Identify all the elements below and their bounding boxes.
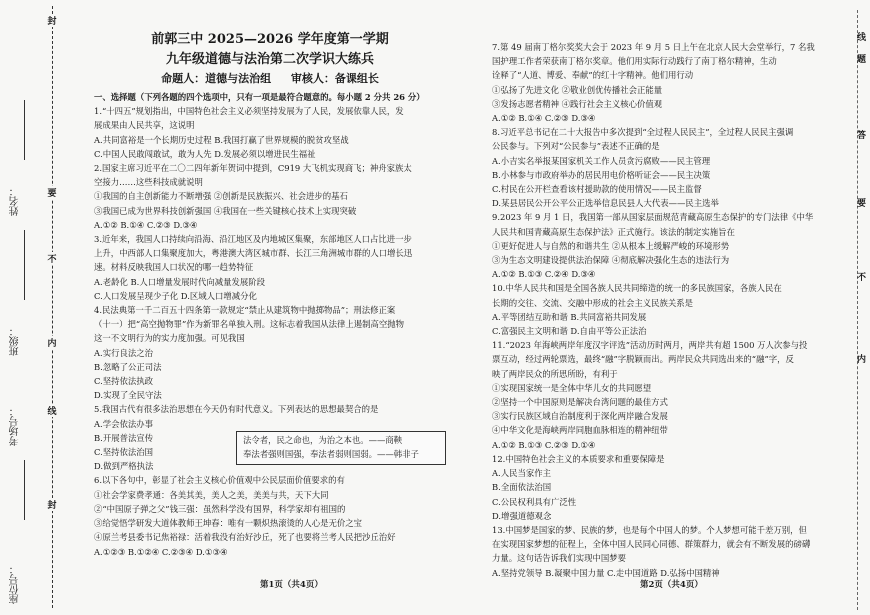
binding-dashed-line <box>52 6 53 608</box>
question-line: ①更好促进人与自然的和谐共生 ②从根本上缓解严峻的环境形势 <box>492 240 730 251</box>
question-line: D.增强道德观念 <box>492 510 552 521</box>
question-line: A.①②③ B.①②④ C.②③④ D.①③④ <box>94 546 228 557</box>
question-line: ④中华文化是海峡两岸同胞血脉相连的精神纽带 <box>492 425 668 436</box>
question-line: A.小吉实名举报某国家机关工作人员贪污腐败——民主管理 <box>492 155 711 166</box>
seat-field-label: 座位号： <box>10 564 21 604</box>
quote-box <box>236 431 446 465</box>
section-heading: 一、选择题（下列各题的四个选项中，只有一项是最符合题意的。每小题 2 分共 26 分） <box>94 92 425 102</box>
question-line: C.村民在公开栏查看该村援助款的使用情况——民主监督 <box>492 184 702 195</box>
name-field-line[interactable] <box>24 100 25 160</box>
question-line: ③为生态文明建设提供法治保障 ④彻底解决强化生态的违法行为 <box>492 255 730 266</box>
question-line: 9.2023 年 9 月 1 日，我国第一部从国家层面规范青藏高原生态保护的专门法律《中华 <box>492 212 814 223</box>
question-line: A.坚持党领导 B.凝聚中国力量 C.走中国道路 D.弘扬中国精神 <box>492 567 720 578</box>
question-line: 4.民法典第一千二百五十四条第一款规定“禁止从建筑物中抛掷物品”；刑法修正案 <box>94 305 396 316</box>
question-line: A.老龄化 B.人口增量发展时代向减量发展阶段 <box>94 276 265 287</box>
question-line: C.坚持依法执政 <box>94 376 154 387</box>
left-column <box>94 30 446 559</box>
question-line: 展成果由人民共享，这说明 <box>94 120 195 131</box>
question-line: 票互动，经过两轮票选，最终“融”字脱颖而出。两岸民众共同选出来的“融”字，反 <box>492 354 794 365</box>
question-line: 力量。这句话告诉我们实现中国梦要 <box>492 553 626 564</box>
binding-word: 要 <box>45 186 59 199</box>
question-line: 国护理工作者荣获南丁格尔奖章。他们用实际行动践行了南丁格尔精神，生动 <box>492 56 777 67</box>
class-field-line[interactable] <box>24 230 25 300</box>
question-line: 12.中国特色社会主义的本质要求和重要保障是 <box>492 453 665 464</box>
binding-word: 内 <box>45 336 59 349</box>
right-strip-word: 线 <box>856 33 866 43</box>
right-dashed-line <box>857 10 858 610</box>
question-line: A.①② B.①③ C.②④ D.③④ <box>492 269 596 280</box>
question-line: ②“中国原子弹之父”钱三强：虽然科学没有国界，科学家却有祖国的 <box>94 503 346 514</box>
question-line: ③给觉悟学研发大道体教师王坤春：唯有一颗炽热滚烫的人心是无价之宝 <box>94 518 362 529</box>
question-line: 10.中华人民共和国是全国各族人民共同缔造的统一的多民族国家，各族人民在 <box>492 283 782 294</box>
question-line: 上升，中西部人口集聚度加大，粤港澳大湾区城市群、长江三角洲城市群的人口增长迅 <box>94 248 413 259</box>
page-number-left: 第1页（共4页） <box>260 580 323 590</box>
right-strip-word: 要 <box>856 199 866 209</box>
question-line: ①弘扬了先进文化 ②敬业创优传播社会正能量 <box>492 84 663 95</box>
question-line: A.①② B.①④ C.②③ D.③④ <box>492 113 596 124</box>
right-question-list <box>492 40 837 580</box>
question-line: 人民共和国青藏高原生态保护法》正式施行。该法的制定实施旨在 <box>492 226 735 237</box>
right-strip-word: 内 <box>856 355 866 365</box>
question-line: C.中国人民敢闯敢试，敢为人先 D.发展必须以增进民生福祉 <box>94 148 316 159</box>
binding-word: 封 <box>45 498 59 511</box>
question-line: 5.我国古代有很多法治思想在今天仍有时代意义。下列表达的思想最契合的是 <box>94 404 379 415</box>
question-line: ①实现国家统一是全体中华儿女的共同愿望 <box>492 382 652 393</box>
question-line: 这一不文明行为的实力度加强。可见我国 <box>94 333 245 344</box>
question-line: A.人民当家作主 <box>492 468 551 479</box>
binding-word: 线 <box>45 404 59 417</box>
exam-title: 前郭三中 2025—2026 学年度第一学期 <box>151 32 389 47</box>
question-line: D.某县居民公开公平公正选举信息民县人大代表——民主选举 <box>492 198 719 209</box>
right-binding-strip <box>848 0 870 615</box>
question-line: ④原兰考县委书记焦裕禄：活着我没有治好沙丘，死了也要将兰考人民把沙丘治好 <box>94 532 396 543</box>
question-line: C.富强民主文明和谐 D.自由平等公正法治 <box>492 326 647 337</box>
reviewer: 审核人：备课组长 <box>290 72 379 85</box>
page-number-right: 第2页（共4页） <box>640 580 703 590</box>
question-line: 1.“十四五”规划指出，中国特色社会主义必须坚持发展为了人民，发展依靠人民，发 <box>94 106 404 117</box>
question-line: A.实行良法之治 <box>94 347 153 358</box>
quote-line: 奉法者强则国强，奉法者弱则国弱。——韩非子 <box>243 449 419 459</box>
binding-word: 封 <box>45 14 59 27</box>
question-line: C.公民权利具有广泛性 <box>492 496 577 507</box>
question-line: ①社会学家费孝通：各美其美，美人之美，美美与共，天下大同 <box>94 489 329 500</box>
question-line: 长期的交往、交流、交融中形成的社会主义民族关系是 <box>492 297 693 308</box>
exam-room-field-line[interactable] <box>24 460 25 520</box>
question-line: B.开展普法宣传 <box>94 432 154 443</box>
question-line: 空接力……这些科技成就说明 <box>94 177 203 188</box>
author-line <box>94 70 446 88</box>
question-line: 公民参与。下列对“公民参与”表述不正确的是 <box>492 141 660 152</box>
exam-subtitle: 九年级道德与法治第二次学识大练兵 <box>165 52 374 67</box>
right-strip-word: 不 <box>856 273 866 283</box>
binding-word: 不 <box>45 252 59 265</box>
right-strip-word: 答 <box>856 131 866 141</box>
question-line: 3.近年来，我国人口持续向沿海、沿江地区及内地城区集聚，东部地区人口占比进一步 <box>94 234 412 245</box>
question-line: 在实现国家梦想的征程上，全体中国人民同心同德、群策群力，就会有不断发展的磅礴 <box>492 539 811 550</box>
name-field-label: 姓名： <box>10 186 21 216</box>
question-line: 13.中国梦是国家的梦、民族的梦，也是每个中国人的梦。个人梦想可能千差万别，但 <box>492 524 807 535</box>
question-line: ③实行民族区域自治制度利于深化两岸融合发展 <box>492 411 668 422</box>
right-strip-word: 题 <box>856 55 866 65</box>
question-line: D.做到严格执法 <box>94 461 154 472</box>
question-line: 7.第 49 届南丁格尔奖奖大会于 2023 年 9 月 5 日上午在北京人民大会堂举行，7 名我 <box>492 42 815 52</box>
question-line: ②坚持一个中国原则是解决台湾问题的最佳方式 <box>492 397 668 408</box>
question-line: 6.以下各句中，彰显了社会主义核心价值观中公民层面价值要求的有 <box>94 475 345 486</box>
question-line: D.实现了全民守法 <box>94 390 162 401</box>
question-line: 11.“2023 年海峡两岸年度汉字评选”活动历时两月，两岸共有超 1500 万人次参与投 <box>492 340 808 351</box>
question-line: A.共同富裕是一个长期历史过程 B.我国打赢了世界规模的脱贫攻坚战 <box>94 134 349 145</box>
question-line: B.忽略了公正司法 <box>94 361 162 372</box>
question-line: A.学会依法办事 <box>94 418 153 429</box>
quote-line: 法令者，民之命也，为治之本也。——商鞅 <box>243 435 403 445</box>
question-line: C.坚持依法治国 <box>94 447 154 458</box>
exam-room-field-label: 考场号： <box>10 406 21 446</box>
question-line: A.①② B.①④ C.②③ D.③④ <box>94 219 198 230</box>
question-line: B.全面依法治国 <box>492 482 552 493</box>
question-line: 8.习近平总书记在二十大报告中多次提到“全过程人民民主”，全过程人民民主强调 <box>492 127 794 138</box>
question-line: A.平等团结互助和谐 B.共同富裕共同发展 <box>492 311 647 322</box>
author: 命题人：道德与法治组 <box>161 72 272 85</box>
question-line: ③发扬志愿者精神 ④践行社会主义核心价值观 <box>492 98 663 109</box>
question-line: （十一）把“高空抛物罪”作为新罪名单独入刑。这标志着我国从法律上遏制高空抛物 <box>94 319 405 330</box>
question-line: ③我国已成为世界科技创新强国 ④我国在一些关键核心技术上实现突破 <box>94 205 357 216</box>
question-line: 2.国家主席习近平在二〇二四年新年贺词中提到，C919 大飞机实现商飞；神舟家族太 <box>94 163 412 174</box>
question-line: ①我国的自主创新能力不断增强 ②创新是民族振兴、社会进步的基石 <box>94 191 348 202</box>
binding-margin <box>0 0 62 615</box>
question-line: 速。材料反映我国人口状况的哪一趋势特征 <box>94 262 254 273</box>
question-line: C.人口发展呈现少子化 D.区域人口增减分化 <box>94 290 257 301</box>
left-question-list <box>94 104 446 559</box>
question-line: 映了两岸民众的所思所盼，有利于 <box>492 368 618 379</box>
right-column <box>492 40 837 580</box>
question-line: A.①② B.①③ C.②③ D.①④ <box>492 439 596 450</box>
question-line: B.小林参与市政府举办的居民用电价格听证会——民主决策 <box>492 169 711 180</box>
question-line: 诠释了“人道、博爱、奉献”的红十字精神。他们用行动 <box>492 70 694 81</box>
class-field-label: 班级： <box>10 326 21 356</box>
